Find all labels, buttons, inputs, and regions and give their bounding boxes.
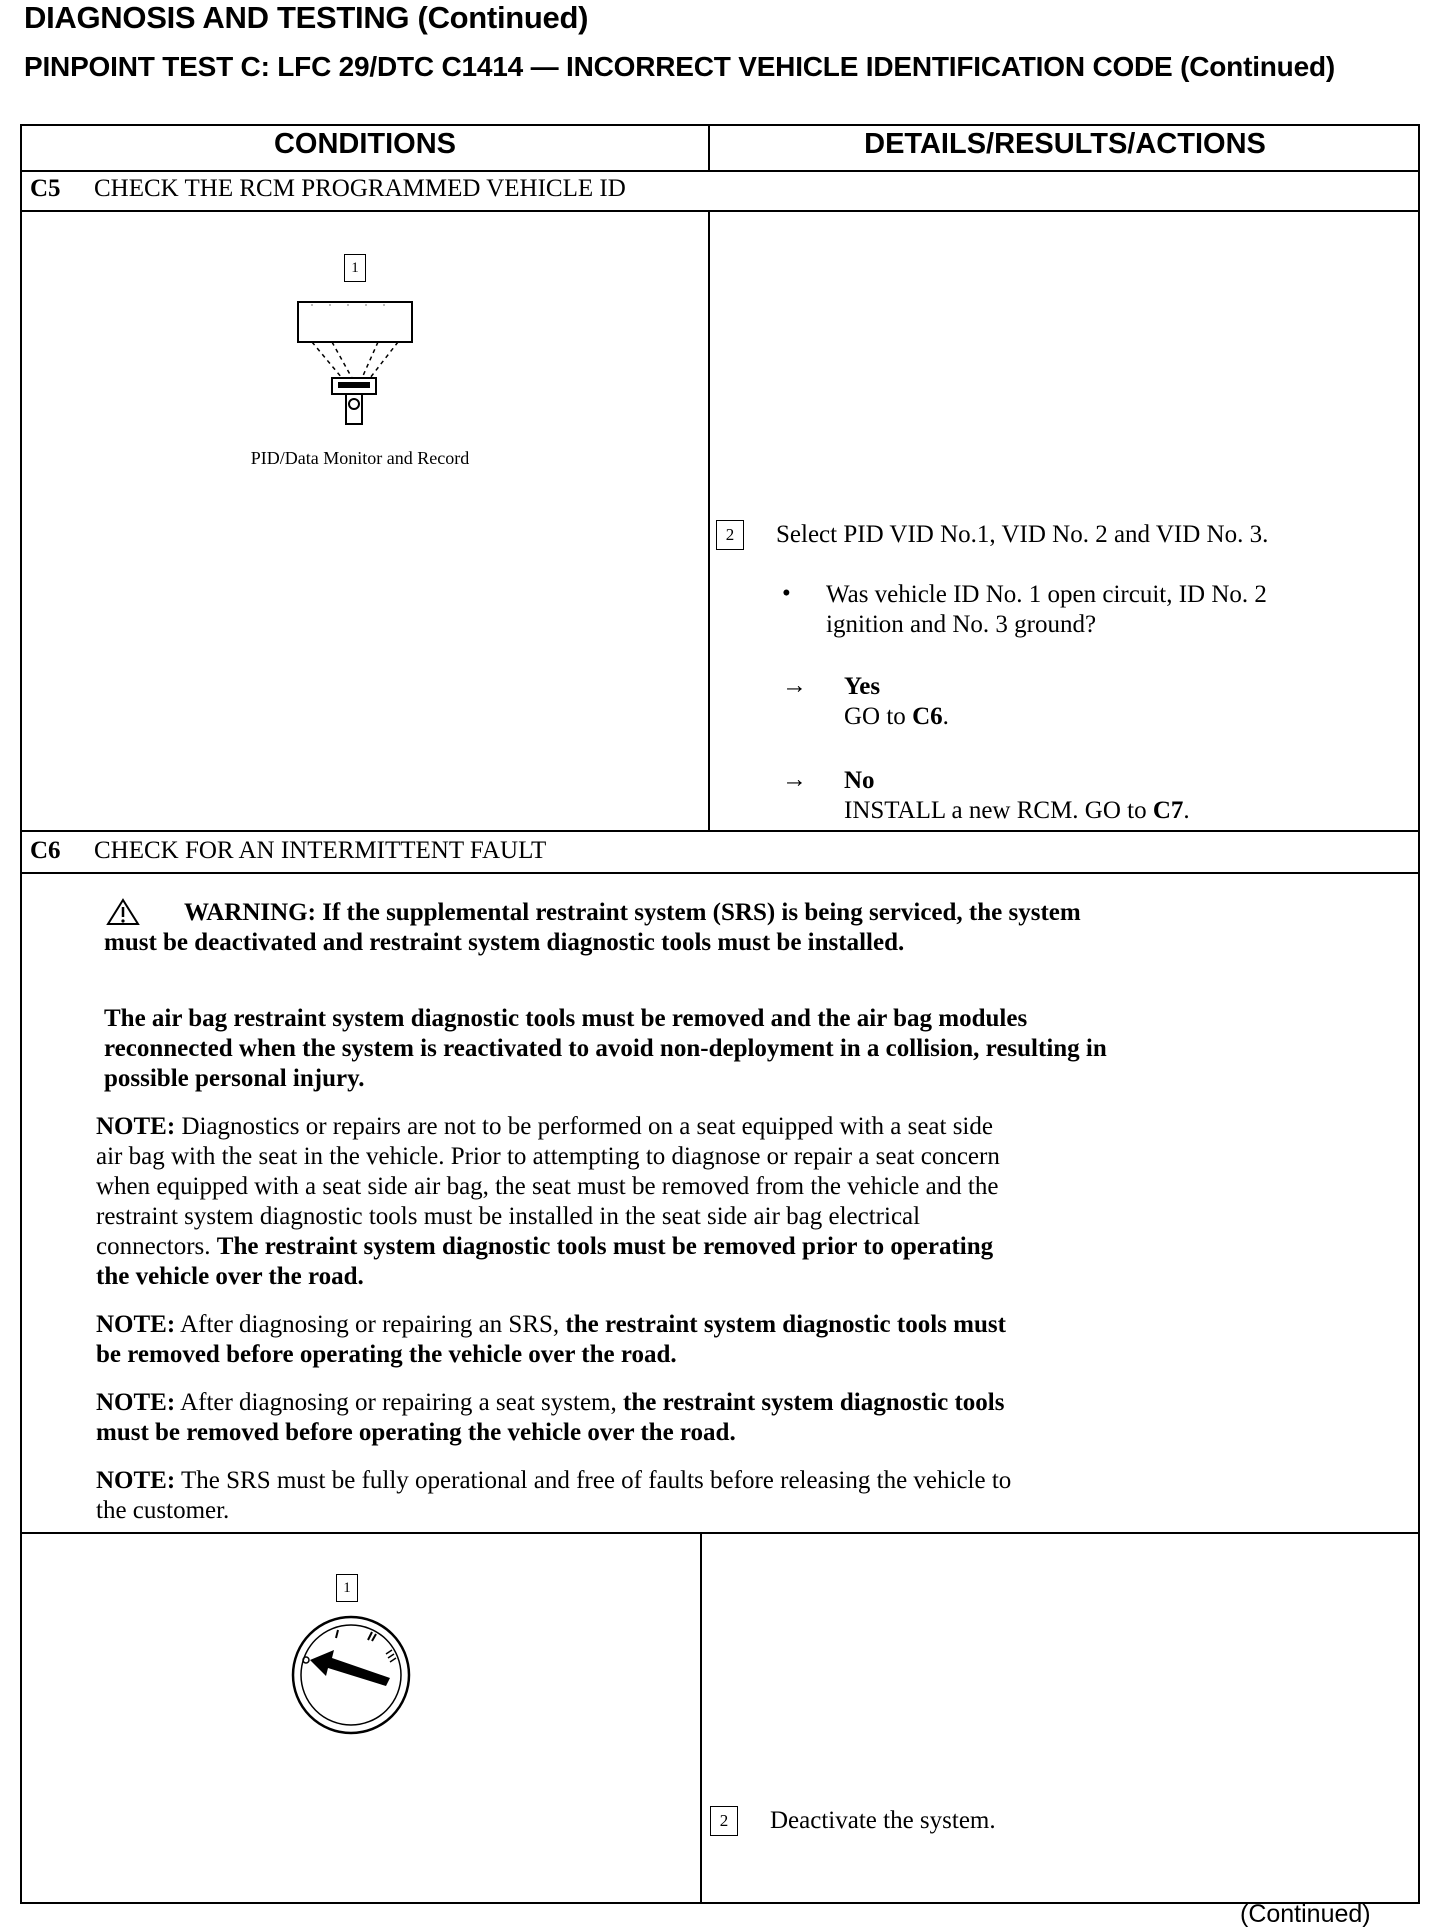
note2-label: NOTE: (96, 1311, 176, 1338)
c5-no-target: C7 (1152, 797, 1184, 824)
note1-label: NOTE: (96, 1113, 176, 1140)
step-c6-title: CHECK FOR AN INTERMITTENT FAULT (94, 837, 547, 864)
note3-line2: must be removed before operating the vehicle over the road. (96, 1419, 736, 1446)
c5-yes-prefix: GO to (844, 703, 906, 730)
c5-figure-caption: PID/Data Monitor and Record (250, 448, 470, 468)
step-c5-title-row (30, 174, 626, 204)
c5-no-arrow: → (782, 766, 807, 793)
c5-yes-label: Yes (844, 673, 881, 700)
c5-yes-target: C6 (912, 703, 943, 730)
note2-line1 (96, 1310, 1256, 1340)
warning-triangle-icon (106, 898, 140, 926)
scan-tool-icon (290, 290, 430, 430)
warning-line2: must be deactivated and restraint system diagnostic tools must be installed. (104, 929, 905, 956)
c5-divider (708, 210, 710, 830)
c5-no-period: . (1183, 797, 1190, 824)
note3-text-b: the restraint system diagnostic tools (623, 1389, 1005, 1416)
c5-bottom-rule (20, 830, 1420, 832)
note1-text1: Diagnostics or repairs are not to be performed on a seat equipped with a seat side (181, 1113, 993, 1140)
note1-line5 (96, 1232, 1256, 1262)
note2-line2: be removed before operating the vehicle over the road. (96, 1341, 677, 1368)
c5-yes-arrow: → (782, 672, 807, 699)
c6-callout-1: 1 (336, 1574, 358, 1602)
note2-text-b: the restraint system diagnostic tools must (565, 1311, 1006, 1338)
c6-notes-bottom-rule (20, 1532, 1420, 1534)
c6-instruction: Deactivate the system. (770, 1807, 996, 1834)
c5-question-line2: ignition and No. 3 ground? (826, 611, 1097, 638)
step-c5-id: C5 (30, 175, 61, 202)
note1-line2: air bag with the seat in the vehicle. Prior to attempting to diagnose or repair a seat concern (96, 1143, 1000, 1170)
note4-line2: the customer. (96, 1497, 230, 1524)
c5-title-rule (20, 210, 1420, 212)
warning2-line2: reconnected when the system is reactivated to avoid non-deployment in a collision, resulting in (104, 1035, 1107, 1062)
note1-line6: the vehicle over the road. (96, 1263, 364, 1290)
step-c6-id: C6 (30, 837, 61, 864)
column-header-conditions: CONDITIONS (273, 128, 457, 160)
page-heading: DIAGNOSIS AND TESTING (Continued) (24, 0, 589, 35)
note1-line1 (96, 1112, 1256, 1142)
note4-line1 (96, 1466, 1256, 1496)
warning2-line1: The air bag restraint system diagnostic tools must be removed and the air bag modules (104, 1005, 1028, 1032)
ignition-switch-icon (286, 1610, 416, 1740)
c6-callout-2: 2 (710, 1806, 738, 1836)
c5-yes-period: . (942, 703, 949, 730)
c6-divider (700, 1532, 702, 1904)
note1-line3: when equipped with a seat side air bag, the seat must be removed from the vehicle and the (96, 1173, 999, 1200)
note1-text5b: The restraint system diagnostic tools must be removed prior to operating (216, 1233, 994, 1260)
c5-question-line1: Was vehicle ID No. 1 open circuit, ID No. 2 (826, 581, 1267, 608)
note3-label: NOTE: (96, 1389, 176, 1416)
c5-callout-1: 1 (344, 254, 366, 282)
note4-label: NOTE: (96, 1467, 176, 1494)
note3-text-a: After diagnosing or repairing a seat system, (180, 1389, 617, 1416)
c6-title-rule (20, 872, 1420, 874)
note1-line4: restraint system diagnostic tools must be installed in the seat side air bag electrical (96, 1203, 921, 1230)
note1-text5a: connectors. (96, 1233, 211, 1260)
c5-no-action (844, 796, 1190, 826)
c5-instruction: Select PID VID No.1, VID No. 2 and VID No. 3. (776, 521, 1269, 548)
column-header-details: DETAILS/RESULTS/ACTIONS (864, 128, 1266, 160)
note2-text-a: After diagnosing or repairing an SRS, (180, 1311, 560, 1338)
c5-no-label: No (844, 767, 875, 794)
header-bottom-rule (20, 170, 1420, 172)
c5-yes-action (844, 702, 949, 732)
step-c5-title: CHECK THE RCM PROGRAMMED VEHICLE ID (94, 175, 626, 202)
step-c6-title-row (30, 836, 546, 866)
c5-callout-2: 2 (716, 520, 744, 550)
c5-bullet: • (782, 580, 791, 607)
c5-no-prefix: INSTALL a new RCM. GO to (844, 797, 1147, 824)
note4-text1: The SRS must be fully operational and free of faults before releasing the vehicle to (181, 1467, 1012, 1494)
warning2-line3: possible personal injury. (104, 1065, 365, 1092)
header-divider (708, 124, 710, 170)
warning-line1: WARNING: If the supplemental restraint system (SRS) is being serviced, the system (184, 899, 1081, 926)
continued-footer: (Continued) (1240, 1900, 1371, 1928)
pinpoint-test-title: PINPOINT TEST C: LFC 29/DTC C1414 — INCORRECT VEHICLE IDENTIFICATION CODE (Continued) (24, 51, 1335, 82)
note3-line1 (96, 1388, 1256, 1418)
